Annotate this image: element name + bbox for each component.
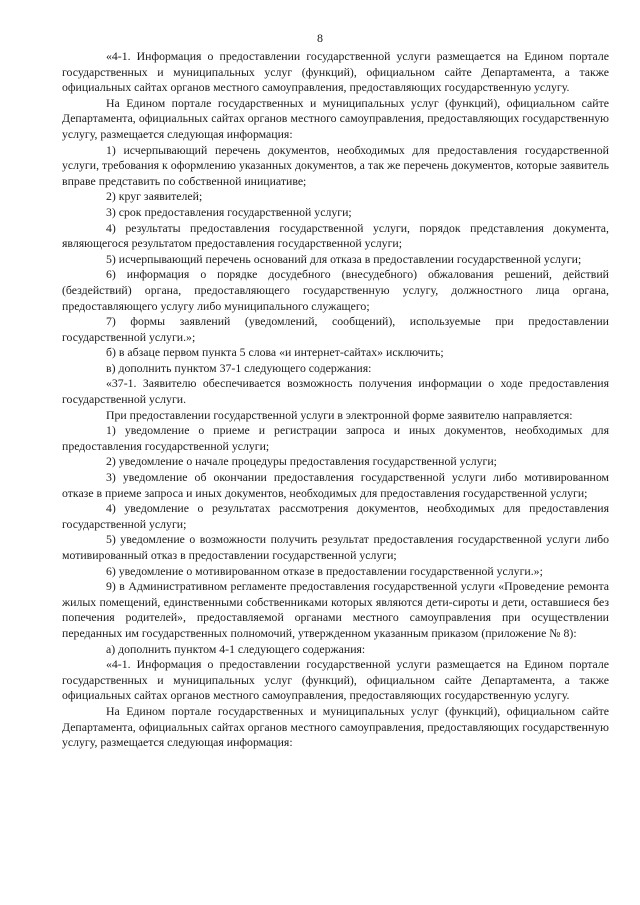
paragraph: б) в абзаце первом пункта 5 слова «и интернет-сайтах» исключить; <box>106 345 444 360</box>
document-body <box>62 49 609 751</box>
paragraph: в) дополнить пунктом 37-1 следующего содержания: <box>106 360 372 375</box>
page-number: 8 <box>317 31 323 45</box>
paragraph: 5) уведомление о возможности получить результат предоставления государственной услуги либо мотивированный отказ в предоставлении государственной услуги; <box>62 532 609 562</box>
paragraph: На Едином портале государственных и муниципальных услуг (функций), официальном сайте Департамента, официальных сайтах органов местного самоуправления, предоставляющих государственную услугу, размещается следующая информация: <box>62 703 609 750</box>
paragraph: 2) уведомление о начале процедуры предоставления государственной услуги; <box>106 454 497 469</box>
paragraph: «4-1. Информация о предоставлении государственной услуги размещается на Едином портале государственных и муниципальных услуг (функций), официальном сайте Департамента, а также официальных сайтах органов местного самоуправления, предоставляющих государственную услугу. <box>62 657 609 703</box>
paragraph: 3) срок предоставления государственной услуги; <box>106 204 352 219</box>
paragraph: 2) круг заявителей; <box>106 189 203 204</box>
paragraph: 4) результаты предоставления государственной услуги, порядок представления документа, являющегося результатом предоставления государственной услуги; <box>62 220 609 251</box>
paragraph: 5) исчерпывающий перечень оснований для отказа в предоставлении государственной услуги; <box>106 251 582 266</box>
paragraph: 3) уведомление об окончании предоставления государственной услуги либо мотивированном отказе в приеме запроса и иных документов, необходимых для предоставления государственной услуги; <box>62 470 609 500</box>
paragraph: 6) информация о порядке досудебного (внесудебного) обжалования решений, действий (бездействий) органа, предоставляющего государственную услугу, должностного лица органа, предоставляющего услугу либо муниципального служащего; <box>62 267 609 313</box>
paragraph: 9) в Административном регламенте предоставления государственной услуги «Проведение ремонта жилых помещений, единственными собственниками которых являются дети-сироты и дети, оставшиеся без попечения родителей», предоставляемой органами местного самоуправления при осуществлении переданных им государственных полномочий, утвержденном указанным приказом (приложение № 8): <box>62 579 609 640</box>
paragraph: 7) формы заявлений (уведомлений, сообщений), используемые при предоставлении государственной услуги.»; <box>62 314 609 344</box>
paragraph: 6) уведомление о мотивированном отказе в предоставлении государственной услуги.»; <box>106 563 543 578</box>
paragraph: «4-1. Информация о предоставлении государственной услуги размещается на Едином портале государственных и муниципальных услуг (функций), официальном сайте Департамента, а также официальных сайтах органов местного самоуправления, предоставляющих государственную услугу. <box>62 49 609 95</box>
paragraph: 1) уведомление о приеме и регистрации запроса и иных документов, необходимых для предоставления государственной услуги; <box>62 423 609 453</box>
paragraph: 1) исчерпывающий перечень документов, необходимых для предоставления государственной услуги, требования к оформлению указанных документов, а так же перечень документов, которые заявитель вправе представить по собственной инициативе; <box>62 142 609 188</box>
paragraph: «37-1. Заявителю обеспечивается возможность получения информации о ходе предоставления государственной услуги. <box>62 376 609 407</box>
paragraph: а) дополнить пунктом 4-1 следующего содержания: <box>106 641 366 656</box>
paragraph: 4) уведомление о результатах рассмотрения документов, необходимых для предоставления государственной услуги; <box>62 501 609 531</box>
paragraph: На Едином портале государственных и муниципальных услуг (функций), официальном сайте Департамента, официальных сайтах органов местного самоуправления, предоставляющих государственную услугу, размещается следующая информация: <box>62 95 609 141</box>
paragraph: При предоставлении государственной услуги в электронной форме заявителю направляется: <box>106 407 573 422</box>
